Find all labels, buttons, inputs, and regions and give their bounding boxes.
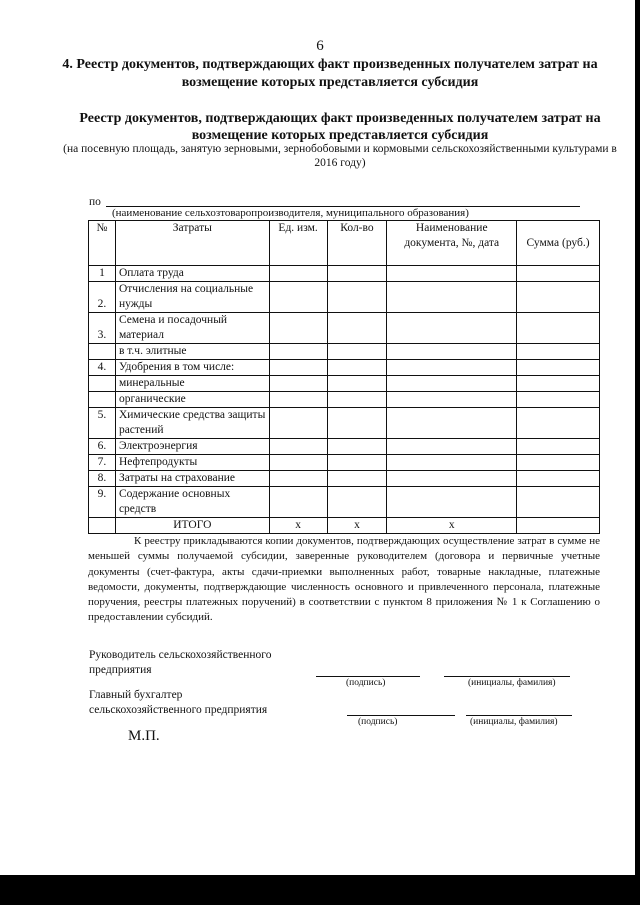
- row-num: 3.: [89, 313, 116, 344]
- header-sum: Сумма (руб.): [517, 221, 600, 266]
- cell-sum: [517, 376, 600, 392]
- scan-edge-bottom: [0, 875, 640, 905]
- cell-qty: [327, 439, 387, 455]
- row-label: Электроэнергия: [115, 439, 269, 455]
- cell-qty: [327, 392, 387, 408]
- row-label: Удобрения в том числе:: [115, 360, 269, 376]
- cell-sum: [517, 344, 600, 360]
- total-sum: [517, 518, 600, 534]
- scan-edge-right: [635, 0, 640, 875]
- header-num: №: [89, 221, 116, 266]
- row-num: 1: [89, 266, 116, 282]
- cell-sum: [517, 439, 600, 455]
- cell-doc: [387, 266, 517, 282]
- cell-sum: [517, 471, 600, 487]
- table-row: [89, 455, 600, 471]
- cell-sum: [517, 282, 600, 313]
- cell-doc: [387, 360, 517, 376]
- cell-doc: [387, 439, 517, 455]
- row-label: Затраты на страхование: [115, 471, 269, 487]
- cell-unit: [269, 455, 327, 471]
- head-label-line2: предприятия: [89, 664, 152, 676]
- header-doc: Наименование документа, №, дата: [387, 221, 517, 266]
- cell-doc: [387, 282, 517, 313]
- accountant-label-line1: Главный бухгалтер: [89, 689, 183, 701]
- cell-qty: [327, 376, 387, 392]
- cell-unit: [269, 376, 327, 392]
- header-qty: Кол-во: [327, 221, 387, 266]
- row-num: 5.: [89, 408, 116, 439]
- row-num: [89, 392, 116, 408]
- cell-unit: [269, 266, 327, 282]
- cell-qty: [327, 471, 387, 487]
- cell-unit: [269, 282, 327, 313]
- cell-unit: [269, 360, 327, 376]
- table-row: [89, 313, 600, 344]
- row-label: органические: [115, 392, 269, 408]
- accountant-signature-label: [89, 688, 267, 718]
- cell-unit: [269, 313, 327, 344]
- cell-sum: [517, 313, 600, 344]
- row-num: 4.: [89, 360, 116, 376]
- head-name-line: [444, 676, 570, 677]
- row-label: Семена и посадочный материал: [115, 313, 269, 344]
- total-label: ИТОГО: [115, 518, 269, 534]
- cell-unit: [269, 487, 327, 518]
- cell-qty: [327, 360, 387, 376]
- table-row: [89, 282, 600, 313]
- table-total-row: [89, 518, 600, 534]
- cell-sum: [517, 455, 600, 471]
- po-label: по: [89, 196, 101, 208]
- cell-doc: [387, 313, 517, 344]
- cell-doc: [387, 376, 517, 392]
- cell-sum: [517, 487, 600, 518]
- cell-sum: [517, 266, 600, 282]
- row-num: 7.: [89, 455, 116, 471]
- total-qty: x: [327, 518, 387, 534]
- cell-qty: [327, 408, 387, 439]
- cell-unit: [269, 344, 327, 360]
- table-row: [89, 360, 600, 376]
- registry-title: Реестр документов, подтверждающих факт произведенных получателем затрат на возмещение которых представляется субсидия: [79, 111, 601, 143]
- row-num: 9.: [89, 487, 116, 518]
- row-num: 2.: [89, 282, 116, 313]
- page-number: 6: [316, 38, 324, 54]
- row-label: Отчисления на социальные нужды: [115, 282, 269, 313]
- cell-qty: [327, 455, 387, 471]
- head-signature-label: [89, 648, 271, 678]
- registry-subtitle: (на посевную площадь, занятую зерновыми, зернобобовыми и кормовыми сельскохозяйственными культурами в 2016 году): [63, 143, 617, 169]
- table-row: [89, 408, 600, 439]
- header-unit: Ед. изм.: [269, 221, 327, 266]
- total-unit: x: [269, 518, 327, 534]
- cell-unit: [269, 471, 327, 487]
- cell-sum: [517, 408, 600, 439]
- head-label-line1: Руководитель сельскохозяйственного: [89, 649, 272, 661]
- head-name-caption: (инициалы, фамилия): [468, 678, 556, 688]
- cell-qty: [327, 313, 387, 344]
- table-row: [89, 344, 600, 360]
- cell-unit: [269, 392, 327, 408]
- cell-doc: [387, 487, 517, 518]
- row-label: минеральные: [115, 376, 269, 392]
- cell-sum: [517, 360, 600, 376]
- row-num: [89, 376, 116, 392]
- table-row: [89, 471, 600, 487]
- cell-doc: [387, 392, 517, 408]
- cell-qty: [327, 344, 387, 360]
- cell-qty: [327, 266, 387, 282]
- cell-sum: [517, 392, 600, 408]
- cell-unit: [269, 408, 327, 439]
- total-doc: x: [387, 518, 517, 534]
- table-row: [89, 266, 600, 282]
- row-label: Нефтепродукты: [115, 455, 269, 471]
- section-title: 4. Реестр документов, подтверждающих факт произведенных получателем затрат на возмещение которых представляется субсидия: [62, 57, 598, 90]
- cell-doc: [387, 344, 517, 360]
- row-label: Химические средства защиты растений: [115, 408, 269, 439]
- table-row: [89, 487, 600, 518]
- row-label: Содержание основных средств: [115, 487, 269, 518]
- head-sign-caption: (подпись): [346, 678, 386, 688]
- cell-doc: [387, 455, 517, 471]
- po-caption: (наименование сельхозтоваропроизводителя, муниципального образования): [112, 207, 469, 219]
- accountant-signature-line: [347, 715, 455, 716]
- accountant-name-caption: (инициалы, фамилия): [470, 717, 558, 727]
- cell-doc: [387, 408, 517, 439]
- row-label: Оплата труда: [115, 266, 269, 282]
- cell-qty: [327, 282, 387, 313]
- head-signature-line: [316, 676, 420, 677]
- row-num: 6.: [89, 439, 116, 455]
- table-header-row: [89, 221, 600, 266]
- row-num: 8.: [89, 471, 116, 487]
- row-label: в т.ч. элитные: [115, 344, 269, 360]
- table-row: [89, 392, 600, 408]
- row-num: [89, 344, 116, 360]
- cell-qty: [327, 487, 387, 518]
- accountant-label-line2: сельскохозяйственного предприятия: [89, 704, 268, 716]
- table-row: [89, 439, 600, 455]
- registry-table: [88, 220, 600, 534]
- stamp-label: М.П.: [128, 728, 160, 744]
- cell-unit: [269, 439, 327, 455]
- total-num: [89, 518, 116, 534]
- header-cost: Затраты: [115, 221, 269, 266]
- accountant-sign-caption: (подпись): [358, 717, 398, 727]
- table-row: [89, 376, 600, 392]
- attachment-note: К реестру прикладываются копии документов, подтверждающих осуществление затрат в сумме не меньшей суммы получаемой субсидии, заверенные руководителем (договора и первичные учетные документы (счет-фактура, акты сдачи-приемки выполненных работ, товарные накладные, платежные ведомости, документы, подтверждающие численность основного и привлеченного персонала, платежные поручения, реестры платежных поручений) в соответствии с пунктом 8 приложения № 1 к Соглашению о предоставлении субсидий.: [88, 535, 600, 624]
- cell-doc: [387, 471, 517, 487]
- accountant-name-line: [466, 715, 572, 716]
